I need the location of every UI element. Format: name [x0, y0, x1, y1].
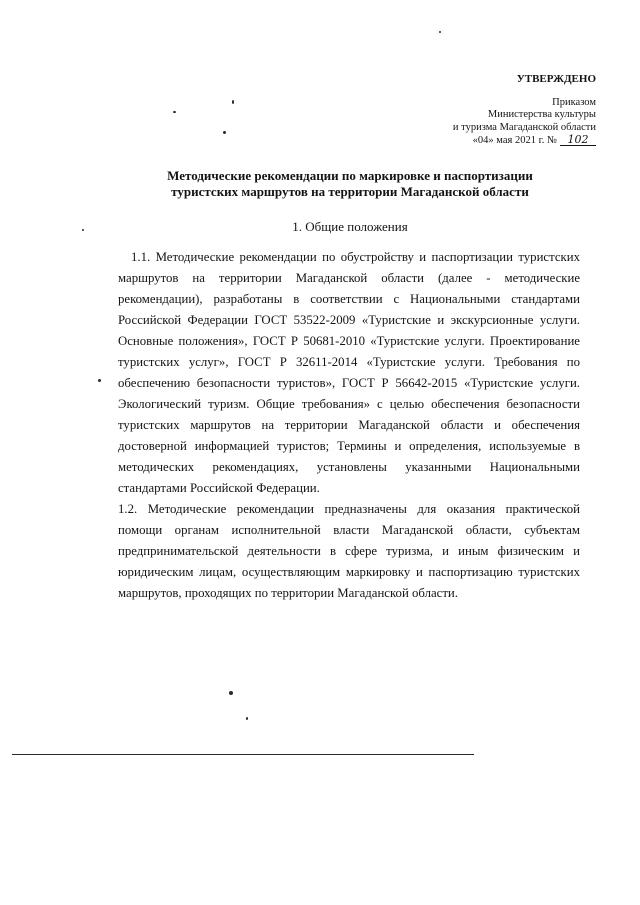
scan-speck — [246, 717, 248, 720]
scan-speck — [173, 111, 176, 113]
approval-label: УТВЕРЖДЕНО — [516, 73, 596, 85]
scan-speck — [229, 691, 233, 695]
footer-divider — [12, 754, 474, 755]
approval-region-line: и туризма Магаданской области — [452, 121, 596, 133]
approval-stamp — [453, 73, 596, 148]
approval-ministry-line: Министерства культуры — [487, 109, 596, 120]
approval-order-line: Приказом — [552, 96, 596, 108]
approval-date: «04» мая 2021 г. № — [472, 135, 557, 146]
scan-speck — [82, 229, 84, 231]
approval-date-line — [453, 134, 596, 148]
document-body — [118, 247, 580, 604]
scan-speck — [98, 379, 101, 382]
scan-speck — [232, 100, 234, 104]
order-number: 102 — [560, 134, 596, 146]
paragraph-1-1: 1.1. Методические рекомендации по обустройству и паспортизации туристских маршрутов на территории Магаданской области (далее - методические рекомендации), разработаны в соответствии с Национальными стандартами Российской Федерации ГОСТ 53522-2009 «Туристские и экскурсионные услуги. Основные положения», ГОСТ Р 50681-2010 «Туристские услуги. Проектирование туристских услуг», ГОСТ Р 32611-2014 «Туристские услуги. Требования по обеспечению безопасности туристов», ГОСТ Р 56642-2015 «Туристские услуги. Экологический туризм. Общие требования» с целью обеспечения безопасности туристских маршрутов на территории Магаданской области и обеспечения достоверной информацией туристов; Термины и определения, используемые в методических рекомендациях, установлены указанными Национальными стандартами Российской Федерации. — [118, 250, 580, 495]
paragraph-1-2: 1.2. Методические рекомендации предназначены для оказания практической помощи органам исполнительной власти Магаданской области, субъектам предпринимательской деятельности в сфере туризма, и иным физическим и юридическим лицам, осуществляющим маркировку и паспортизацию туристских маршрутов, проходящих по территории Магаданской области. — [118, 502, 580, 600]
document-title-line-1: Методические рекомендации по маркировке и паспортизации — [167, 168, 533, 183]
section-heading: 1. Общие положения — [292, 219, 408, 234]
scan-speck — [223, 131, 226, 134]
document-title-line-2: туристских маршрутов на территории Магаданской области — [171, 184, 529, 199]
scan-speck — [439, 31, 441, 33]
document-title — [120, 168, 580, 200]
